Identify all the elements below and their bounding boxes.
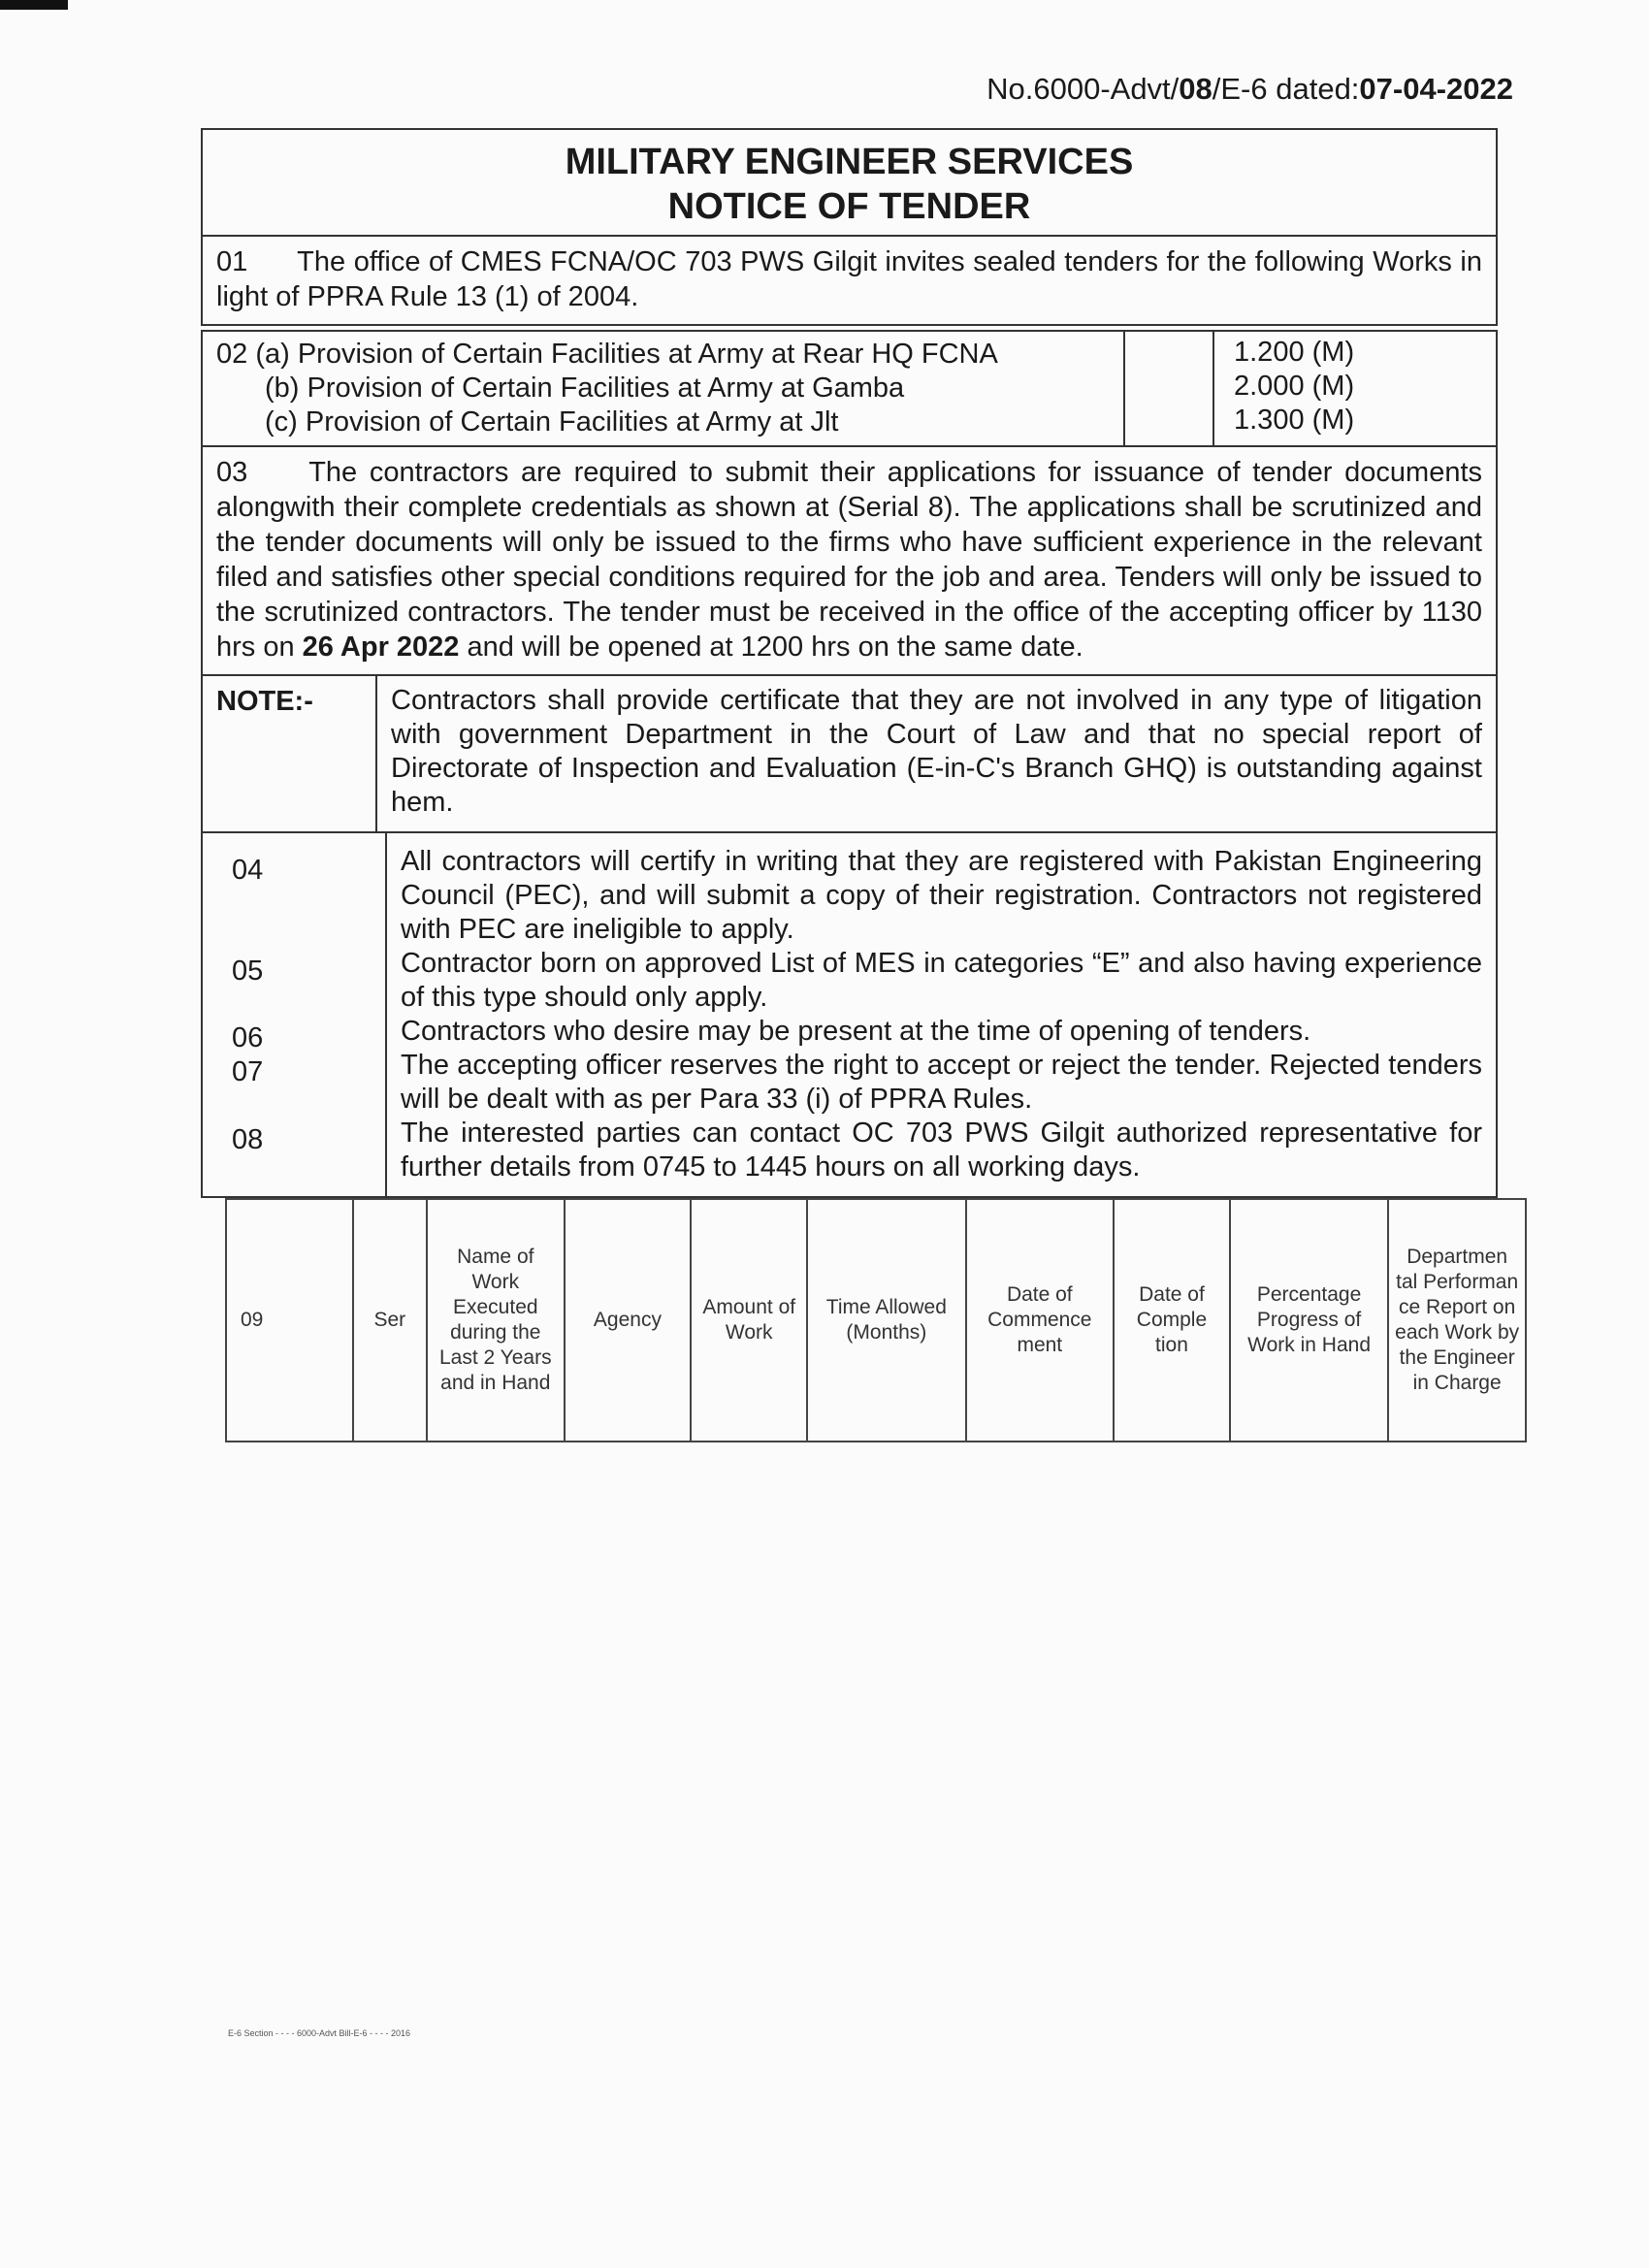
- work-a: Provision of Certain Facilities at Army at Rear HQ FCNA: [297, 339, 998, 370]
- note-text: Contractors shall provide certificate that they are not involved in any type of litigation with government Department in the Court of Law and that no special report of Directorate of Inspection and Evaluation (E-in-C's Branch GHQ) is outstanding against hem.: [391, 685, 1482, 818]
- title-line-2: NOTICE OF TENDER: [667, 186, 1031, 227]
- work-c: Provision of Certain Facilities at Army at Jlt: [305, 406, 839, 437]
- item-08-num: 08: [232, 1124, 264, 1155]
- notice-title: [201, 128, 1498, 237]
- tender-notice: [201, 128, 1520, 1442]
- amount-a: 1.200 (M): [1234, 337, 1355, 368]
- para-01-num: 01: [216, 246, 248, 277]
- col-date-completion: Date of Comple tion: [1114, 1199, 1230, 1442]
- item-04-text: All contractors will certify in writing that they are registered with Pakistan Engineering Council (PEC), and will submit a copy of their registration. Contractors not registered with PEC are ineligible to apply.: [401, 846, 1482, 945]
- scan-corner-mark: [0, 0, 68, 10]
- works-list: 02 (a) Provision of Certain Facilities at Army at Rear HQ FCNA (b) Provision of Certain Facilities at Army at Gamba (c) Provision of Certain Facilities at Army at Jlt: [203, 332, 1125, 445]
- title-line-1: MILITARY ENGINEER SERVICES: [565, 142, 1134, 182]
- note-label: NOTE:-: [203, 676, 377, 831]
- reference-number: No.6000-Advt/08/E-6 dated:07-04-2022: [986, 72, 1513, 106]
- table-header-row: [226, 1199, 1526, 1442]
- para-01-text: The office of CMES FCNA/OC 703 PWS Gilgit invites sealed tenders for the following Works in light of PPRA Rule 13 (1) of 2004.: [216, 246, 1482, 312]
- conditions-text: [387, 833, 1496, 1196]
- col-ser: Ser: [353, 1199, 427, 1442]
- item-07-text: The accepting officer reserves the right to accept or reject the tender. Rejected tenders will be dealt with as per Para 33 (i) of PPRA Rules.: [401, 1050, 1482, 1115]
- para-02-works: [201, 330, 1498, 447]
- item-07-num: 07: [232, 1056, 264, 1087]
- item-06-text: Contractors who desire may be present at the time of opening of tenders.: [401, 1016, 1311, 1047]
- amount-b: 2.000 (M): [1234, 371, 1355, 402]
- col-performance-report: Departmen tal Performan ce Report on each Work by the Engineer in Charge: [1388, 1199, 1526, 1442]
- table-para-num: 09: [226, 1199, 353, 1442]
- work-b: Provision of Certain Facilities at Army at Gamba: [307, 373, 905, 404]
- item-05-text: Contractor born on approved List of MES in categories “E” and also having experience of this type should only apply.: [401, 948, 1482, 1013]
- col-percentage-progress: Percentage Progress of Work in Hand: [1230, 1199, 1388, 1442]
- col-time-allowed: Time Allowed (Months): [807, 1199, 965, 1442]
- amount-c: 1.300 (M): [1234, 405, 1355, 436]
- col-amount: Amount of Work: [691, 1199, 807, 1442]
- para-01: [201, 237, 1498, 326]
- item-08-text: The interested parties can contact OC 703 PWS Gilgit authorized representative for further details from 0745 to 1445 hours on all working days.: [401, 1118, 1482, 1183]
- col-agency: Agency: [565, 1199, 692, 1442]
- work-history-table: [225, 1198, 1527, 1442]
- para-03: 03 The contractors are required to submit their applications for issuance of tender documents alongwith their complete credentials as shown at (Serial 8). The applications shall be scrutinized and the tender documents will only be issued to the firms who have sufficient experience in the relevant filed and satisfies other special conditions required for the job and area. Tenders will only be issued to the scrutinized contractors. The tender must be received in the office of the accepting officer by 1130 hrs on 26 Apr 2022 and will be opened at 1200 hrs on the same date.: [201, 447, 1498, 676]
- col-name-of-work: Name of Work Executed during the Last 2 Years and in Hand: [427, 1199, 565, 1442]
- item-06-num: 06: [232, 1022, 264, 1053]
- conditions-section: [201, 833, 1498, 1198]
- conditions-numbers: [203, 833, 387, 1196]
- works-amounts: [1214, 332, 1496, 445]
- item-05-num: 05: [232, 956, 264, 987]
- footer-reference: E-6 Section - - - - 6000-Advt Bill-E-6 - - - - 2016: [228, 2028, 411, 2038]
- note-section: [201, 676, 1498, 833]
- item-04-num: 04: [232, 855, 264, 886]
- closing-date: 26 Apr 2022: [302, 632, 460, 663]
- col-date-commencement: Date of Commence ment: [966, 1199, 1115, 1442]
- works-spacer-column: [1125, 332, 1214, 445]
